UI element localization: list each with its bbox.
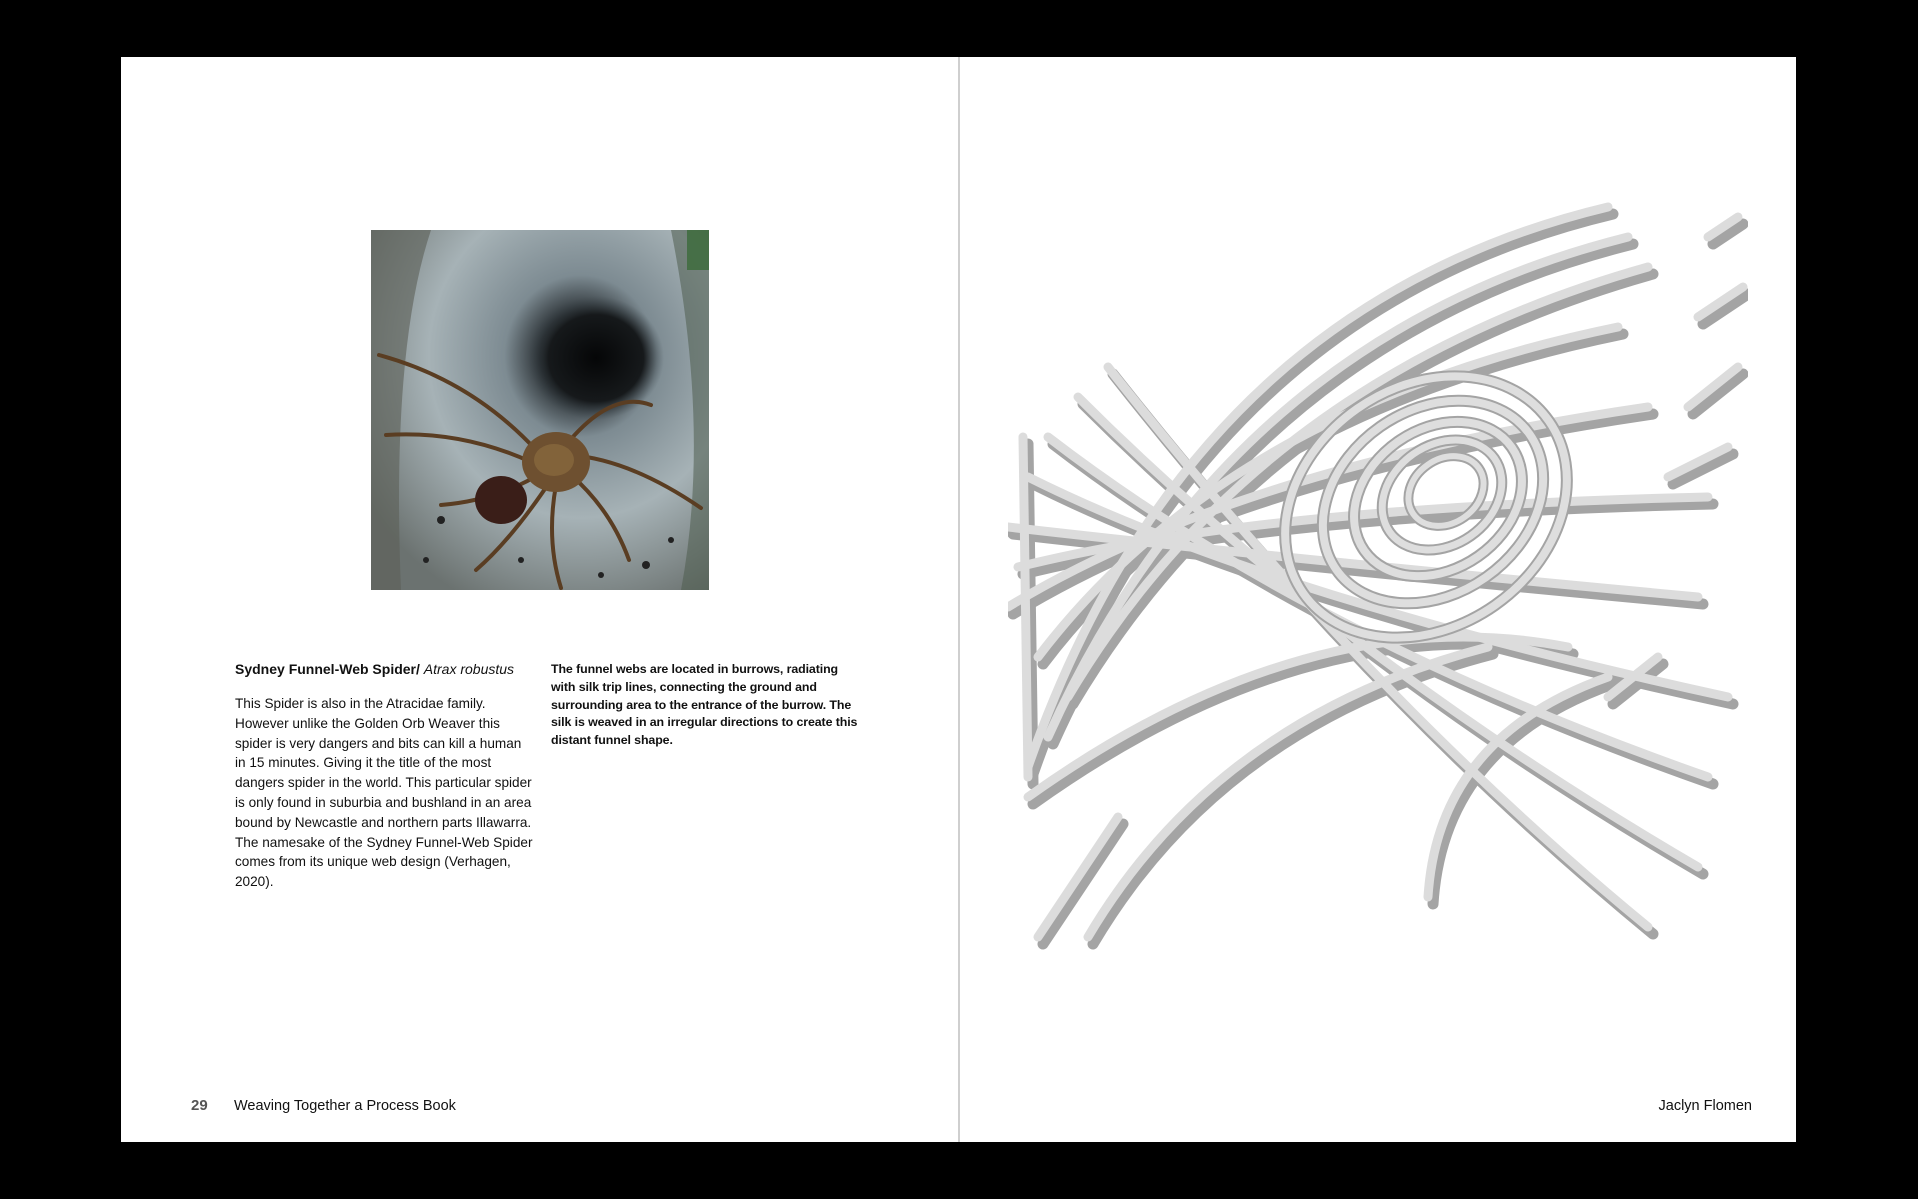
- scientific-name: Atrax robustus: [423, 661, 515, 677]
- spider-heading: [235, 661, 535, 677]
- funnel-web-sculpture-illustration: [1008, 177, 1748, 957]
- right-page: [960, 57, 1796, 1142]
- left-page: [121, 57, 958, 1142]
- common-name: Sydney Funnel-Web Spider/: [235, 661, 424, 677]
- description-column-left: [235, 661, 535, 892]
- spider-photo: [371, 230, 709, 590]
- author-name: Jaclyn Flomen: [1658, 1098, 1752, 1114]
- running-title: Weaving Together a Process Book: [234, 1098, 456, 1114]
- page-number: 29: [191, 1097, 208, 1114]
- description-column-right: [551, 661, 861, 750]
- body-text-left: This Spider is also in the Atracidae family. However unlike the Golden Orb Weaver this spider is very dangers and bits can kill a human in 15 minutes. Giving it the title of the most dangers spider in the world. This particular spider is only found in suburbia and bushland in an area bound by Newcastle and northern parts Illawarra. The namesake of the Sydney Funnel-Web Spider comes from its unique web design (Verhagen, 2020).: [235, 696, 533, 890]
- body-text-right: The funnel webs are located in burrows, radiating with silk trip lines, connecting the ground and surrounding area to the entrance of the burrow. The silk is weaved in an irregular directions to create this distant funnel shape.: [551, 662, 858, 748]
- book-spread: [121, 57, 1796, 1142]
- funnel-web-spider-image: [371, 230, 709, 590]
